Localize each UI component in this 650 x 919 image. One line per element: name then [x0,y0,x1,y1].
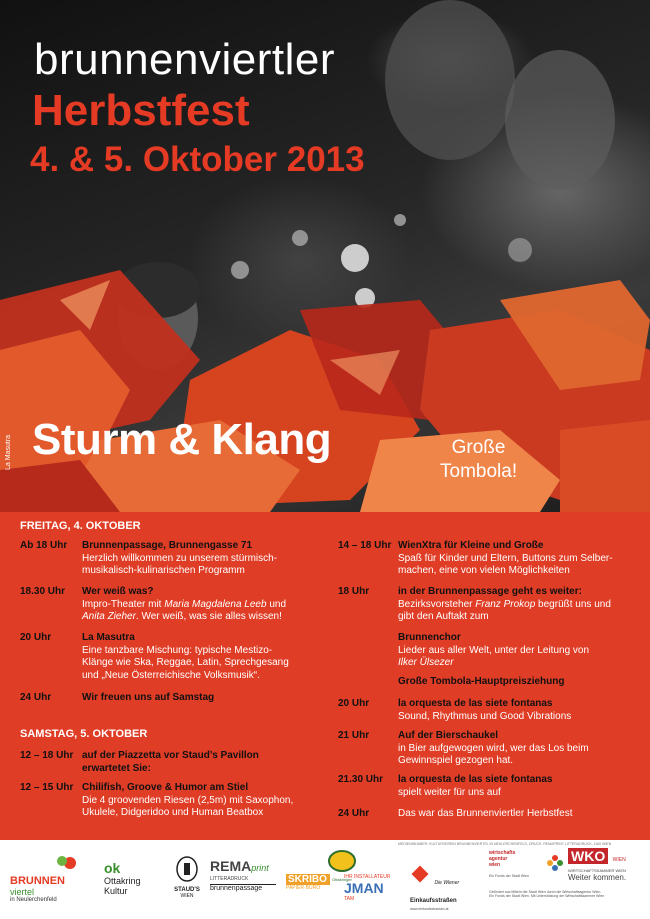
logo-installateur: IHR INSTALLATEUR JMAN TAM [344,874,391,902]
crest-icon [175,856,199,882]
logo-ottakring-kultur: ok Ottakring Kultur [104,860,141,896]
logo-wk-rosette [546,854,564,877]
brewery-badge-icon [328,850,356,872]
day-heading-friday: FREITAG, 4. OKTOBER [20,520,141,532]
event-headline: Sturm & Klang [32,415,332,464]
diamond-icon [410,864,430,884]
logo-funding-note: Gefördert aus Mitteln der Stadt Wien durch die Wirtschaftsagentur Wien. Ein Fonds der Stadt Wien. Mit Unterstützung der Wirtschaftskammer Wien [489,890,605,898]
logo-wirtschaftsagentur: wirtschafts agentur wien Ein Fonds der Stadt Wien [489,850,529,878]
logo-skribo: SKRIBO PAPIER·BÜRO [286,874,330,891]
event-title: Herbstfest [32,86,250,135]
brand-wordmark: brunnenviertler [34,35,336,84]
tombola-tagline: Große Tombola! [440,437,518,482]
event-dates: 4. & 5. Oktober 2013 [30,140,365,179]
logo-wko: WKO WIEN WIRTSCHAFTSKAMMER WIEN Weiter kommen. [568,848,627,882]
logo-ottakringer: Ottakringer [322,850,362,882]
logo-stauds: STAUD'S WIEN [172,856,202,899]
imprint-text: MEDIENINHABER: KULTURVEREIN BRUNNENVIERTEL IN NEULERCHENFELD, DRUCK: REMAPRINT LITTERADRUCK, 1160 WIEN [398,842,612,846]
program-section: FREITAG, 4. OKTOBER Ab 18 Uhr Brunnenpassage, Brunnengasse 71 Herzlich willkommen zu unserem stürmisch- musikalisch-kulinarischen Programm 18.30 Uhr Wer weiß was? Impro-Theater mit Maria Magdalena Leeb und Anita Zieher. Wer weiß, was sie alles wissen! 20 Uhr La Masutra Eine tanzbare Mischung: typische Mestizo- Klänge wie Ska, Reggae, Latin, Sprechgesang und „Neue Österreichische Volksmusik“. 24 Uhr Wir freuen uns auf Samstag SAMSTAG, 5. OKTOBER 12 – 18 Uhr auf der Piazzetta vor Staud’s Pavillon erwartetet Sie: 12 – 15 Uhr Chilifish, Groove & Humor am Stiel Die 4 groovenden Riesen (2,5m) mit Saxophon, Ukulele, Didgeridoo und Human Beatbox 14 – 18 Uhr WienXtra für Kleine und Große Spaß für Kinder und Eltern, Buttons zum Selber- machen, eine von vielen Möglichkeiten 18 Uhr in der Brunnenpassage geht es weiter: Bezirksvorsteher Franz Prokop begrüßt uns und gibt den Auftakt zum Brunnenchor Lieder aus aller Welt, unter der Leitung von Ilker Ülsezer Große Tombola-Hauptpreisziehung 20 Uhr la orquesta de las siete fontanas Sound, Rhythmus und Good Vibrations 21 Uhr Auf der Bierschaukel in Bier aufgewogen wird, wer das Los beim Gewinnspiel gezogen hat. 21.30 Uhr la orquesta de las siete fontanas spielt weiter für uns auf 24 Uhr Das war das Brunnenviertler Herbstfest [0,512,650,840]
photo-credit: La Masutra [5,434,12,470]
sponsor-footer [0,840,650,919]
rosette-icon [546,854,564,872]
logo-einkaufsstrassen: Die Wiener Einkaufsstraßen www.einkaufsstrassen.at [410,864,482,911]
logo-remaprint: REMAprint LITTERADRUCK brunnenpassage [210,858,276,892]
heart-icon [10,856,90,870]
logo-brunnenviertel: BRUNNEN viertel in Neulerchenfeld [10,856,90,903]
day-heading-saturday: SAMSTAG, 5. OKTOBER [20,728,148,740]
